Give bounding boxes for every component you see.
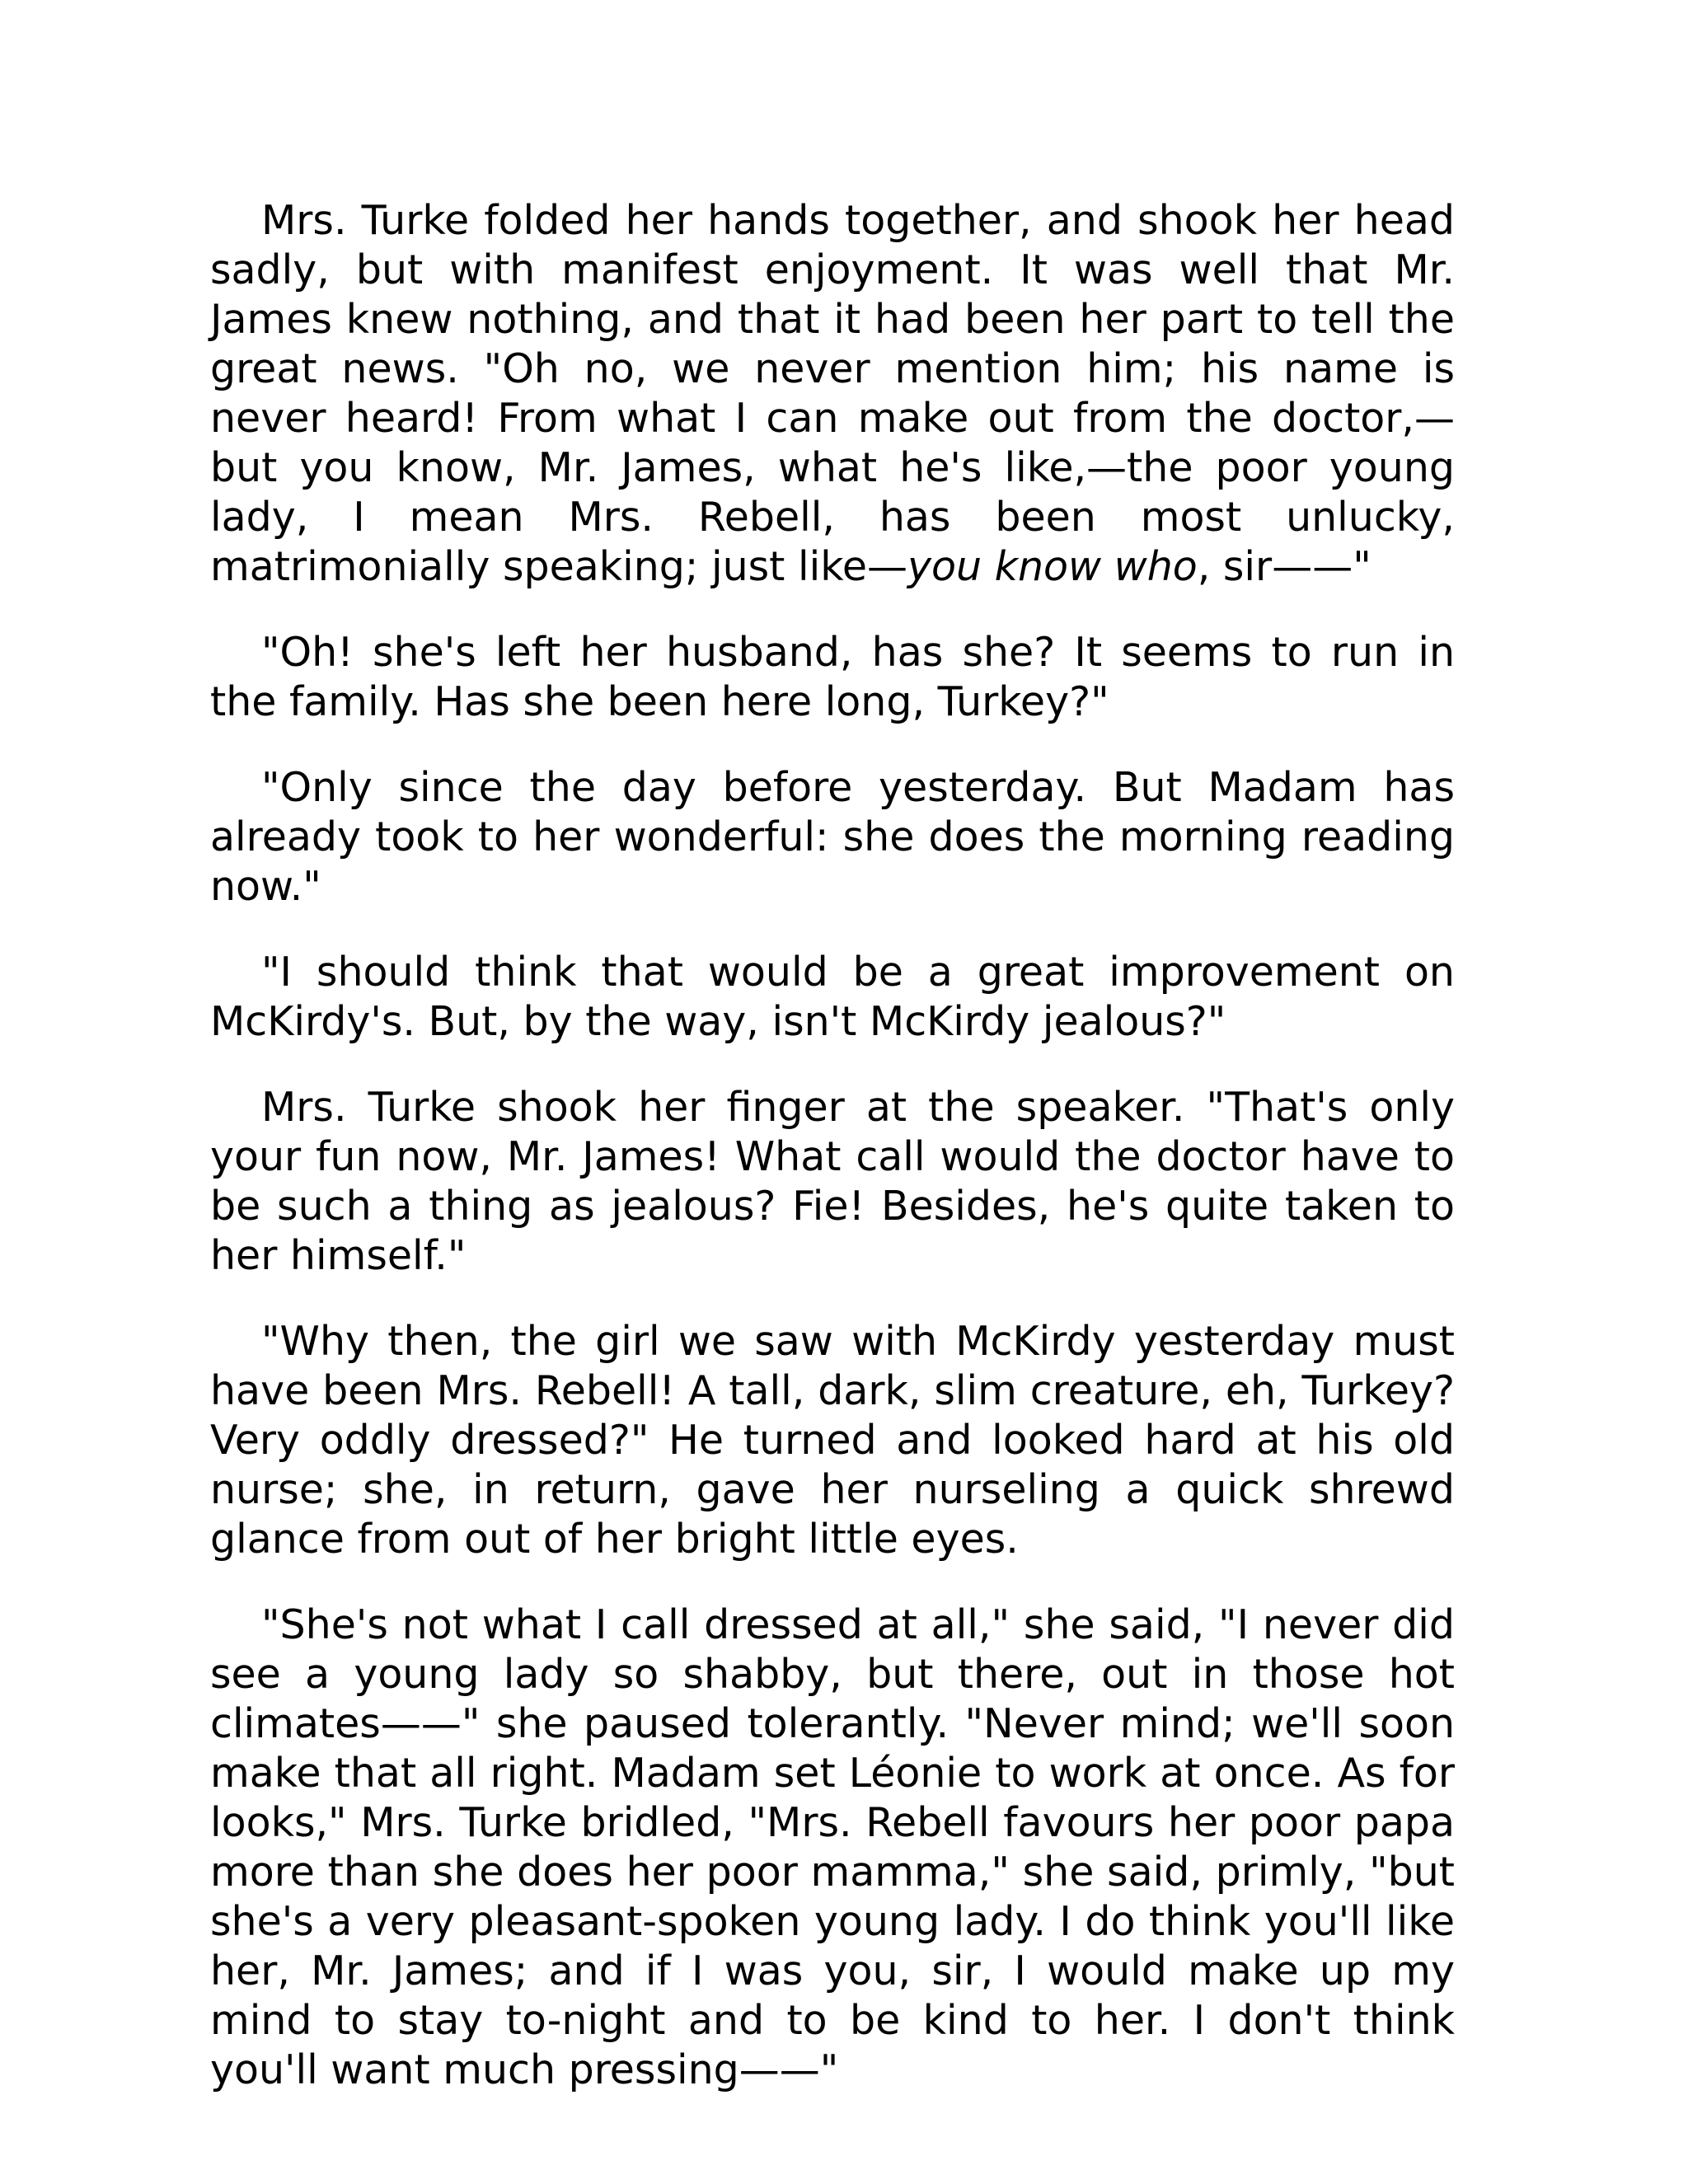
paragraph-1-text: Mrs. Turke folded her hands together, and shook her head sadly, but with manifest enjoyment. It was well that Mr. James knew nothing, and that it had been her part to tell the great news. "Oh no, we never mention him; his name is never heard! From what I can make out from the doctor,—but you know, Mr. James, what he's like,—the poor young lady, I mean Mrs. Rebell, has been most unlucky, matrimonially speaking; just like—	[210, 197, 1455, 590]
paragraph-1-tail: , sir——"	[1197, 543, 1372, 590]
paragraph-2: "Oh! she's left her husband, has she? It seems to run in the family. Has she been here long, Turkey?"	[210, 629, 1455, 725]
paragraph-4: "I should think that would be a great improvement on McKirdy's. But, by the way, isn't McKirdy jealous?"	[210, 949, 1455, 1045]
paragraph-3: "Only since the day before yesterday. But Madam has already took to her wonderful: she does the morning reading now."	[210, 764, 1455, 910]
paragraph-7: "She's not what I call dressed at all," she said, "I never did see a young lady so shabby, but there, out in those hot climates——" she paused tolerantly. "Never mind; we'll soon make that all right. Madam set Léonie to work at once. As for looks," Mrs. Turke bridled, "Mrs. Rebell favours her poor papa more than she does her poor mamma," she said, primly, "but she's a very pleasant-spoken young lady. I do think you'll like her, Mr. James; and if I was you, sir, I would make up my mind to stay to-night and to be kind to her. I don't think you'll want much pressing——"	[210, 1601, 1455, 2093]
paragraph-1-italic: you know who	[907, 543, 1198, 590]
page-body	[210, 196, 1455, 2095]
paragraph-1	[210, 196, 1455, 592]
paragraph-5: Mrs. Turke shook her finger at the speaker. "That's only your fun now, Mr. James! What call would the doctor have to be such a thing as jealous? Fie! Besides, he's quite taken to her himself."	[210, 1084, 1455, 1279]
paragraph-6: "Why then, the girl we saw with McKirdy yesterday must have been Mrs. Rebell! A tall, dark, slim creature, eh, Turkey? Very oddly dressed?" He turned and looked hard at his old nurse; she, in return, gave her nurseling a quick shrewd glance from out of her bright little eyes.	[210, 1318, 1455, 1563]
